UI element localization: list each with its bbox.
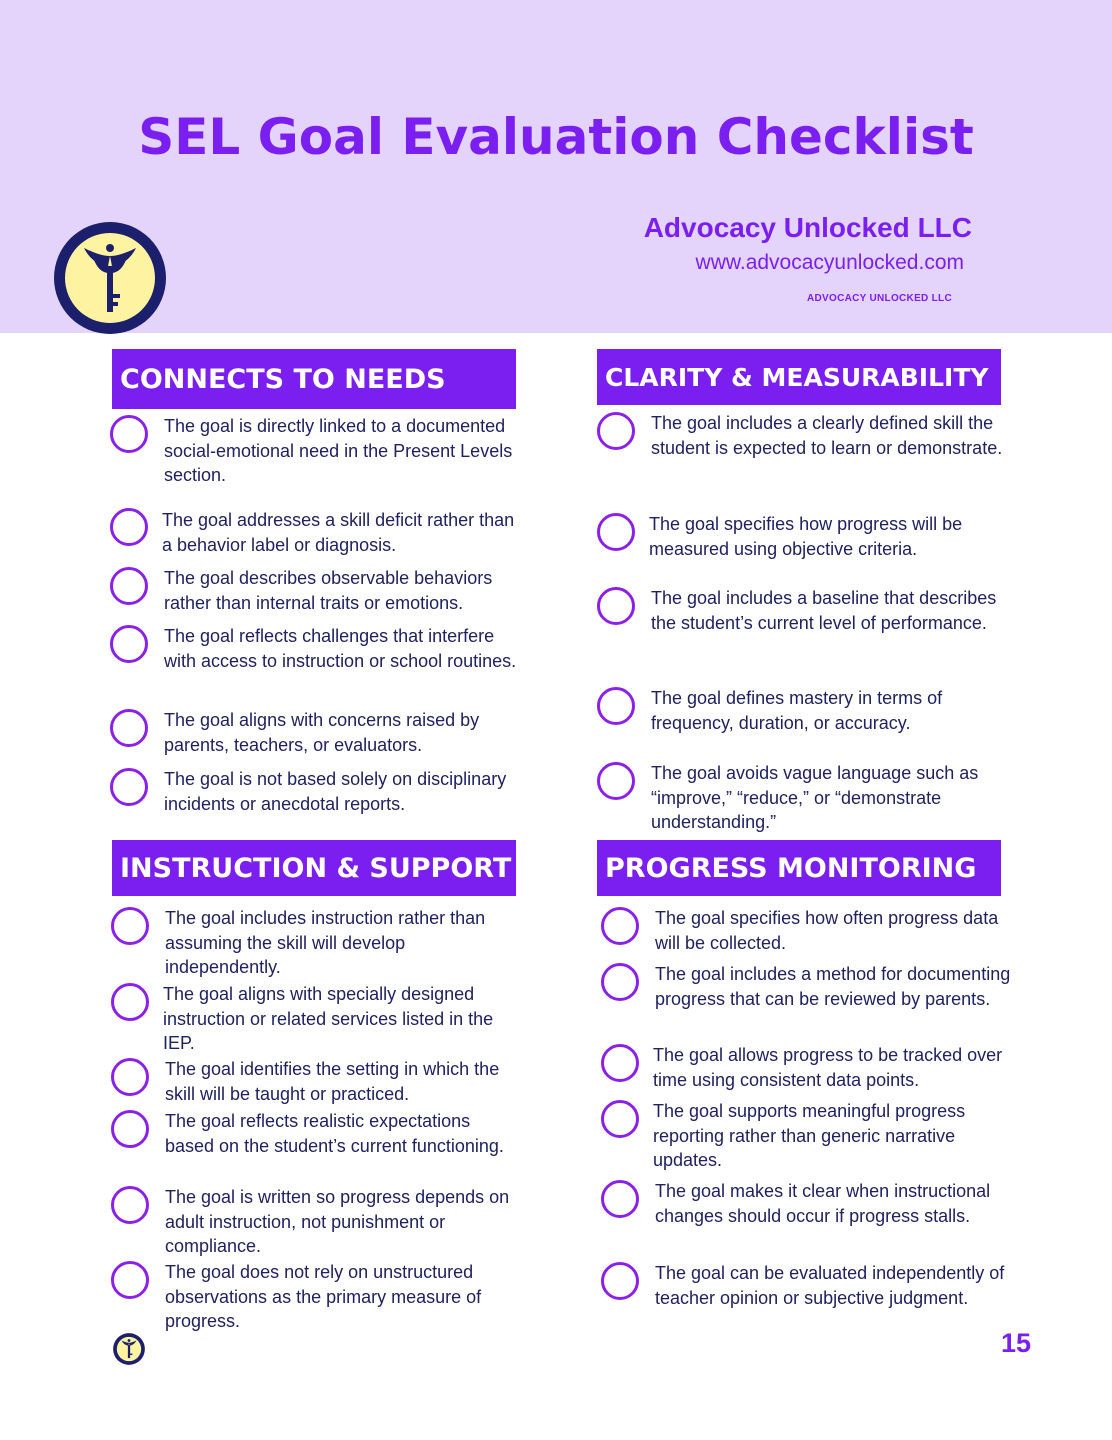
key-logo-icon (50, 218, 170, 338)
checklist-item-text: The goal is written so progress depends on adult instruction, not punishment or compliance. (165, 1187, 510, 1256)
checklist-item (110, 624, 520, 673)
checklist-item (597, 586, 1007, 635)
checklist-item-text: The goal identifies the setting in which the skill will be taught or practiced. (165, 1059, 500, 1104)
checklist-item-text: The goal specifies how often progress data will be collected. (655, 908, 999, 953)
page-number: 15 (1001, 1328, 1032, 1358)
checklist-item-text: The goal includes a baseline that describes the student’s current level of performance. (651, 588, 997, 633)
checklist-item-text: The goal reflects challenges that interfere with access to instruction or school routines. (164, 626, 517, 671)
checkbox[interactable] (597, 412, 635, 450)
checkbox[interactable] (601, 1262, 639, 1300)
checklist-item (111, 906, 521, 980)
website-url[interactable]: www.advocacyunlocked.com (695, 251, 964, 274)
checklist-item (111, 1185, 521, 1259)
checklist-item-text: The goal aligns with specially designed instruction or related services listed in the IEP. (163, 984, 494, 1053)
page-title: SEL Goal Evaluation Checklist (138, 108, 974, 166)
checklist-item-text: The goal includes instruction rather than assuming the skill will develop independently. (165, 908, 486, 977)
checklist-item-text: The goal avoids vague language such as “improve,” “reduce,” or “demonstrate understanding.” (651, 763, 979, 832)
checklist-item (111, 1109, 521, 1158)
checklist-item-text: The goal makes it clear when instructional changes should occur if progress stalls. (655, 1181, 991, 1226)
checkbox[interactable] (110, 768, 148, 806)
checklist-item-text: The goal includes a method for documenting progress that can be reviewed by parents. (655, 964, 1011, 1009)
section-header-connects-to-needs: CONNECTS TO NEEDS (112, 349, 516, 409)
checklist-item (110, 414, 520, 488)
checklist-item-text: The goal is not based solely on disciplinary incidents or anecdotal reports. (164, 769, 507, 814)
checklist-item (601, 962, 1011, 1011)
checkbox[interactable] (601, 1100, 639, 1138)
section-header-clarity-measurability: CLARITY & MEASURABILITY (597, 349, 1001, 405)
checklist-item-text: The goal supports meaningful progress reporting rather than generic narrative updates. (653, 1101, 966, 1170)
checklist-item-text: The goal addresses a skill deficit rather than a behavior label or diagnosis. (162, 510, 515, 555)
checklist-item-text: The goal allows progress to be tracked over time using consistent data points. (653, 1045, 1003, 1090)
checklist-item (110, 566, 520, 615)
checklist-item-text: The goal defines mastery in terms of frequency, duration, or accuracy. (651, 688, 943, 733)
checklist-item (601, 1099, 1011, 1173)
checklist-item (111, 1057, 521, 1106)
checklist-item (601, 1043, 1011, 1092)
checkbox[interactable] (597, 687, 635, 725)
checklist-item (110, 767, 520, 816)
checkbox[interactable] (597, 513, 635, 551)
checklist-item (597, 761, 1007, 835)
checklist-item-text: The goal describes observable behaviors rather than internal traits or emotions. (164, 568, 493, 613)
checkbox[interactable] (110, 709, 148, 747)
checklist-item (601, 1179, 1011, 1228)
section-header-progress-monitoring: PROGRESS MONITORING (597, 840, 1001, 896)
organization-small-label: ADVOCACY UNLOCKED LLC (806, 293, 952, 304)
checklist-item (601, 906, 1011, 955)
checklist-item (597, 512, 1007, 561)
checklist-item (597, 686, 1007, 735)
checklist-item (111, 982, 521, 1056)
checklist-item-text: The goal does not rely on unstructured observations as the primary measure of progress. (165, 1262, 482, 1331)
checklist-item-text: The goal aligns with concerns raised by parents, teachers, or evaluators. (164, 710, 480, 755)
checkbox[interactable] (601, 1180, 639, 1218)
checkbox[interactable] (111, 907, 149, 945)
checkbox[interactable] (110, 625, 148, 663)
checkbox[interactable] (110, 415, 148, 453)
checkbox[interactable] (111, 1186, 149, 1224)
checklist-item-text: The goal includes a clearly defined skill the student is expected to learn or demonstrate. (651, 413, 1003, 458)
checkbox[interactable] (597, 587, 635, 625)
checklist-item-text: The goal specifies how progress will be measured using objective criteria. (649, 514, 963, 559)
checkbox[interactable] (601, 963, 639, 1001)
checkbox[interactable] (110, 567, 148, 605)
checklist-item-text: The goal is directly linked to a documented social-emotional need in the Present Levels section. (164, 416, 513, 485)
checkbox[interactable] (111, 983, 149, 1021)
checklist-item (601, 1261, 1011, 1310)
checkbox[interactable] (601, 907, 639, 945)
checklist-item (597, 411, 1007, 460)
checklist-item (110, 708, 520, 757)
checklist-item (110, 508, 520, 557)
checklist-item (111, 1260, 521, 1334)
checklist-item-text: The goal can be evaluated independently of teacher opinion or subjective judgment. (655, 1263, 1005, 1308)
checkbox[interactable] (111, 1110, 149, 1148)
checkbox[interactable] (111, 1058, 149, 1096)
organization-name: Advocacy Unlocked LLC (643, 212, 972, 243)
key-logo-small-icon (112, 1332, 146, 1366)
checkbox[interactable] (111, 1261, 149, 1299)
section-header-instruction-support: INSTRUCTION & SUPPORT (112, 840, 516, 896)
checkbox[interactable] (597, 762, 635, 800)
checkbox[interactable] (601, 1044, 639, 1082)
checklist-item-text: The goal reflects realistic expectations based on the student’s current functioning. (165, 1111, 504, 1156)
checkbox[interactable] (110, 508, 148, 546)
